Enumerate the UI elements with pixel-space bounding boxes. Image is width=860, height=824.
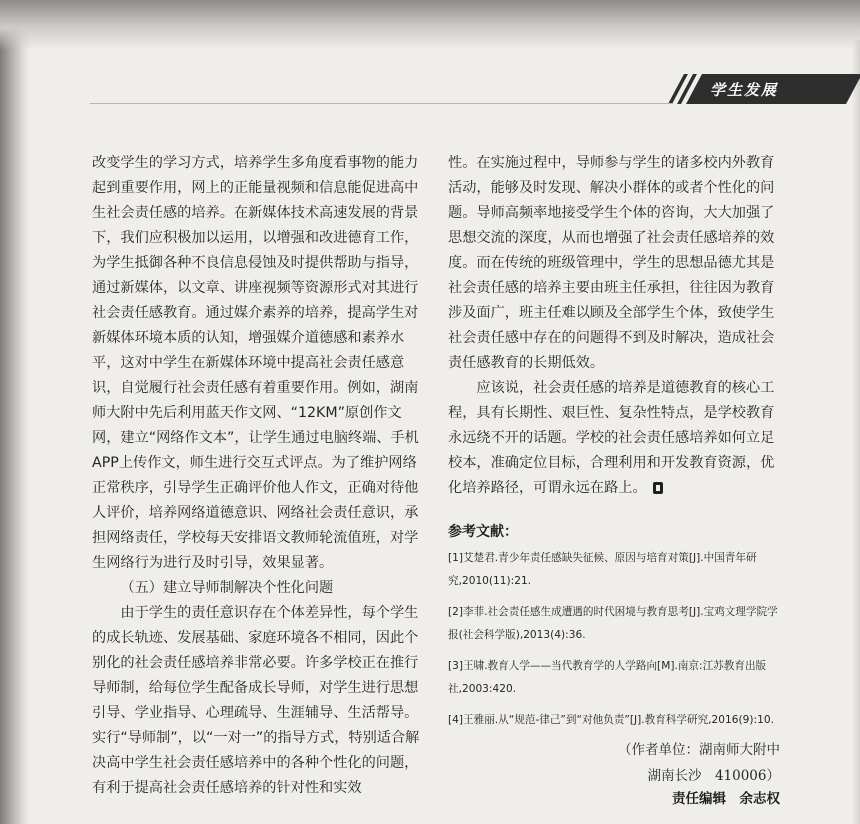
reference-item: [4]王雅丽.从“规范-律己”到“对他负责”[J].教育科学研究,2016(9):10. (448, 714, 774, 726)
right-column (448, 151, 778, 501)
page-edge-shadow (852, 40, 860, 824)
article-end-icon (653, 482, 663, 494)
reference-item: [2]李菲.社会责任感生成遭遇的时代困境与教育思考[J].宝鸡文理学院学报(社会科学版),2013(4):36. (448, 606, 778, 641)
page-top-shadow (0, 0, 860, 50)
responsible-editor: 责任编辑 余志权 (672, 791, 780, 807)
section-heading: （五）建立导师制解决个性化问题 (120, 580, 334, 596)
reference-item: [1]艾楚君.青少年责任感缺失征候、原因与培育对策[J].中国青年研究,2010(11):21. (448, 552, 757, 587)
reference-item: [3]王啸.教育人学——当代教育学的人学路向[M].南京:江苏教育出版社,2003:420. (448, 660, 767, 695)
section-title: 学生发展 (710, 81, 779, 99)
affiliation-line: 湖南长沙 410006） (647, 768, 780, 784)
body-paragraph: 由于学生的责任意识存在个体差异性，每个学生的成长轨迹、发展基础、家庭环境各不相同，因此个别化的社会责任感培养非常必要。许多学校正在推行导师制，给每位学生配备成长导师，对学生进行思想引导、学业指导、心理疏导、生涯辅导、生活帮导。实行“导师制”，以“一对一”的指导方式，特别适合解决高中学生社会责任感培养中的各种个性化的问题，有利于提高社会责任感培养的针对性和实效 (92, 605, 420, 796)
author-affiliation (580, 737, 780, 789)
conclusion-paragraph (448, 376, 778, 501)
left-column (92, 151, 422, 801)
page-binding-shadow (0, 0, 30, 824)
body-paragraph: 改变学生的学习方式，培养学生多角度看事物的能力起到重要作用，网上的正能量视频和信息能促进高中生社会责任感的培养。在新媒体技术高速发展的背景下，我们应积极加以运用，以增强和改进德育工作，为学生抵御各种不良信息侵蚀及时提供帮助与指导，通过新媒体，以文章、讲座视频等资源形式对其进行社会责任感教育。通过媒介素养的培养，提高学生对新媒体环境本质的认知，增强媒介道德感和素养水平，这对中学生在新媒体环境中提高社会责任感意识，自觉履行社会责任感有着重要作用。例如，湖南师大附中先后利用蓝天作文网、“12KM”原创作文网，建立“网络作文本”，让学生通过电脑终端、手机APP上传作文，师生进行交互式评点。为了维护网络正常秩序，引导学生正确评价他人作文，正确对待他人评价，培养网络道德意识、网络社会责任意识，承担网络责任，学校每天安排语文教师轮流值班，对学生网络行为进行及时引导，效果显著。 (92, 155, 419, 571)
header-rule (90, 103, 672, 104)
affiliation-line: （作者单位：湖南师大附中 (618, 742, 780, 758)
references-title: 参考文献： (448, 524, 518, 540)
section-header (672, 74, 860, 104)
body-paragraph: 性。在实施过程中，导师参与学生的诸多校内外教育活动，能够及时发现、解决小群体的或者个性化的问题。导师高频率地接受学生个体的咨询，大大加强了思想交流的深度，从而也增强了社会责任感培养的效度。而在传统的班级管理中，学生的思想品德尤其是社会责任感的培养主要由班主任承担，往往因为教育涉及面广，班主任难以顾及全部学生个体，致使学生社会责任感中存在的问题得不到及时解决，造成社会责任感教育的长期低效。 (448, 155, 775, 371)
conclusion-text: 应该说，社会责任感的培养是道德教育的核心工程，具有长期性、艰巨性、复杂性特点，是学校教育永远绕不开的话题。学校的社会责任感培养如何立足校本，准确定位目标，合理利用和开发教育资源，优化培养路径，可谓永远在路上。 (448, 380, 775, 496)
references-section (448, 521, 783, 740)
